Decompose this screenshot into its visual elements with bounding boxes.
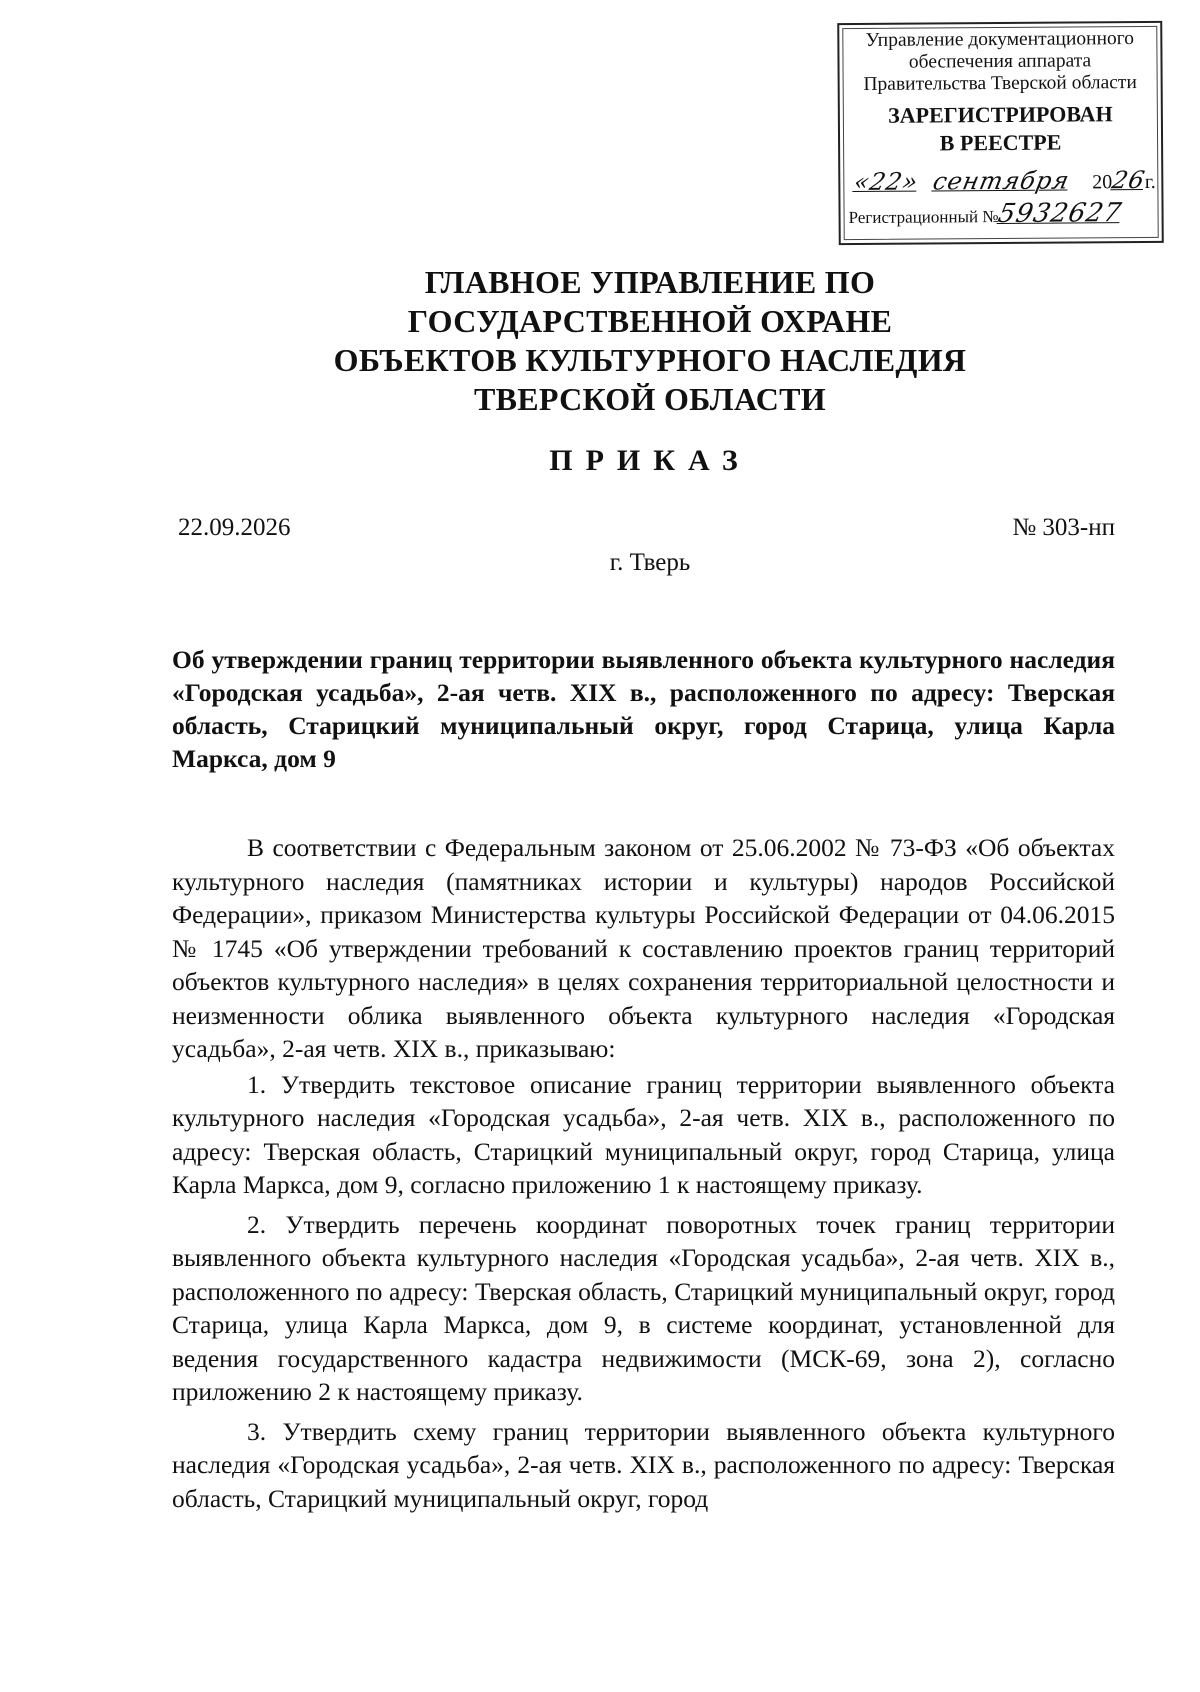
body-item-1: 1. Утвердить текстовое описание границ территории выявленного объекта культурного наследия «Городская усадьба», 2-ая четв. XIX в., расположенного по адресу: Тверская область, Старицкий муниципальный округ, город Старица, улица Карла Маркса, дом 9, согласно приложению 1 к настоящему приказу. [172, 1069, 1115, 1199]
stamp-dept-line1: Управление документационного [865, 28, 1135, 51]
org-line1: ГЛАВНОЕ УПРАВЛЕНИЕ ПО [424, 264, 876, 300]
stamp-registered-line1: ЗАРЕГИСТРИРОВАН [888, 101, 1113, 128]
stamp-date [846, 166, 1155, 198]
stamp-year-suffix: 26 [1109, 165, 1148, 195]
registration-stamp [837, 21, 1164, 245]
stamp-year-prefix: 20 [1092, 171, 1113, 194]
body-preamble: В соответствии с Федеральным законом от 25.06.2002 № 73-ФЗ «Об объектах культурного наследия (памятниках истории и культуры) народов Российской Федерации», приказом Министерства культуры Российской Федерации от 04.06.2015 № 1745 «Об утверждении требований к составлению проектов границ территорий объектов культурного наследия» в целях сохранения территориальной целостности и неизменности облика выявленного объекта культурного наследия «Городская усадьба», 2-ая четв. XIX в., приказываю: [172, 833, 1115, 1063]
stamp-date-day: «22» [851, 167, 922, 197]
order-date: 22.09.2026 [178, 514, 291, 541]
body-item-3: 3. Утвердить схему границ территории выявленного объекта культурного наследия «Городская усадьба», 2-ая четв. XIX в., расположенного по адресу: Тверская область, Старицкий муниципальный округ, город [172, 1416, 1115, 1513]
document-type: ПРИКАЗ [549, 444, 751, 477]
stamp-year-end: г. [1144, 170, 1156, 193]
stamp-registration-number [846, 198, 1155, 230]
stamp-reg-label: Регистрационный № [848, 207, 999, 228]
order-city: г. Тверь [609, 549, 691, 576]
org-line4: ТВЕРСКОЙ ОБЛАСТИ [473, 381, 827, 417]
order-number: № 303-нп [1012, 514, 1115, 541]
org-line2: ГОСУДАРСТВЕННОЙ ОХРАНЕ [407, 303, 893, 339]
stamp-registered-line2: В РЕЕСТРЕ [939, 129, 1062, 156]
body-item-2: 2. Утвердить перечень координат поворотных точек границ территории выявленного объекта культурного наследия «Городская усадьба», 2-ая четв. XIX в., расположенного по адресу: Тверская область, Старицкий муниципальный округ, город Старица, улица Карла Маркса, дом 9, в системе координат, установленной для ведения государственного кадастра недвижимости (МСК-69, зона 2), согласно приложению 2 к настоящему приказу. [172, 1209, 1115, 1406]
order-body [172, 831, 1115, 1515]
organization-name [120, 263, 1180, 419]
order-subject: Об утверждении границ территории выявленного объекта культурного наследия «Городская усадьба», 2-ая четв. XIX в., расположенного по адресу: Тверская область, Старицкий муниципальный округ, город Старица, улица Карла Маркса, дом 9 [172, 645, 1115, 773]
stamp-reg-number: 5932627 [995, 198, 1125, 230]
stamp-dept-line2: обеспечения аппарата [908, 50, 1092, 73]
org-line3: ОБЪЕКТОВ КУЛЬТУРНОГО НАСЛЕДИЯ [333, 342, 967, 378]
stamp-date-month: сентября [930, 166, 1073, 196]
stamp-dept-line3: Правительства Тверской области [863, 72, 1137, 95]
